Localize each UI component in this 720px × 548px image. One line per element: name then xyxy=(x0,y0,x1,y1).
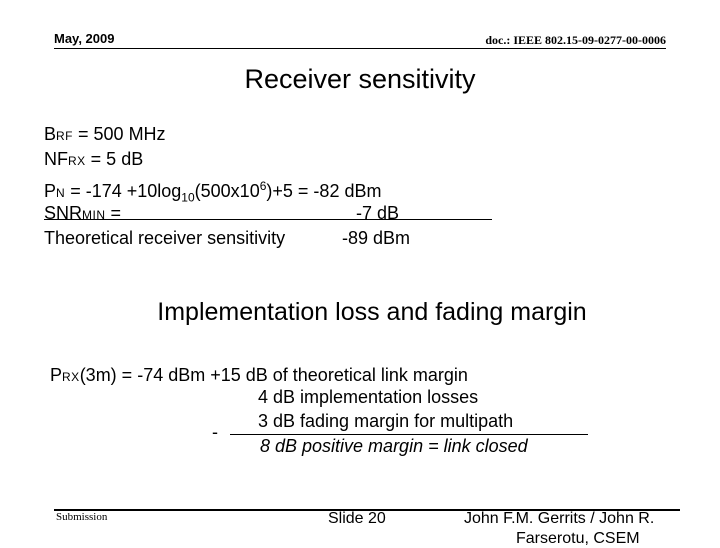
footer-slide-number: Slide 20 xyxy=(328,510,386,527)
prx-text: (3m) = -74 dBm +15 dB of theoretical link margin xyxy=(79,365,468,385)
brf-subscript: RF xyxy=(56,129,74,143)
snr-symbol: SNR xyxy=(44,203,83,223)
footer-submission: Submission xyxy=(56,511,108,523)
snr-value: -7 dB xyxy=(356,203,400,223)
sensitivity-value: -89 dBm xyxy=(342,228,411,248)
brf-value: = 500 MHz xyxy=(73,124,166,144)
prx-symbol: P xyxy=(50,365,63,385)
nfrx-subscript: RX xyxy=(68,154,86,168)
sum-underline xyxy=(44,219,492,220)
minus-sign: - xyxy=(212,422,218,442)
pn-part1: = -174 +10log xyxy=(65,181,182,201)
log-base: 10 xyxy=(181,190,195,205)
margin-underline xyxy=(230,434,588,435)
implementation-losses-line: 4 dB implementation losses xyxy=(258,387,479,407)
snr-subscript: MIN xyxy=(82,208,106,222)
prx-line xyxy=(50,365,468,386)
nfrx-value: = 5 dB xyxy=(85,149,144,169)
snr-line xyxy=(44,203,121,224)
header-divider xyxy=(54,48,666,49)
section-title-receiver-sensitivity: Receiver sensitivity xyxy=(244,64,476,94)
footer-author: John F.M. Gerrits / John R. xyxy=(464,510,655,527)
sensitivity-label: Theoretical receiver sensitivity xyxy=(44,228,286,248)
footer-author-continued: Farserotu, CSEM xyxy=(516,530,640,547)
pn-subscript: N xyxy=(56,186,66,200)
prx-subscript: RX xyxy=(62,370,80,384)
nfrx-symbol: NF xyxy=(44,149,68,169)
header-doc-id: doc.: IEEE 802.15-09-0277-00-0006 xyxy=(485,33,666,47)
pn-part3: )+5 = -82 dBm xyxy=(266,181,382,201)
header-date: May, 2009 xyxy=(54,31,115,46)
brf-line xyxy=(44,124,166,145)
fading-margin-line: 3 dB fading margin for multipath xyxy=(258,411,514,431)
section-title-implementation-loss: Implementation loss and fading margin xyxy=(157,298,587,326)
pn-exponent: 6 xyxy=(259,179,267,193)
pn-symbol: P xyxy=(44,181,57,201)
pn-line xyxy=(44,179,381,205)
nfrx-line xyxy=(44,149,143,170)
positive-margin-line: 8 dB positive margin = link closed xyxy=(260,436,528,456)
brf-symbol: B xyxy=(44,124,57,144)
pn-part2: (500x10 xyxy=(194,181,260,201)
snr-eq: = xyxy=(105,203,122,223)
